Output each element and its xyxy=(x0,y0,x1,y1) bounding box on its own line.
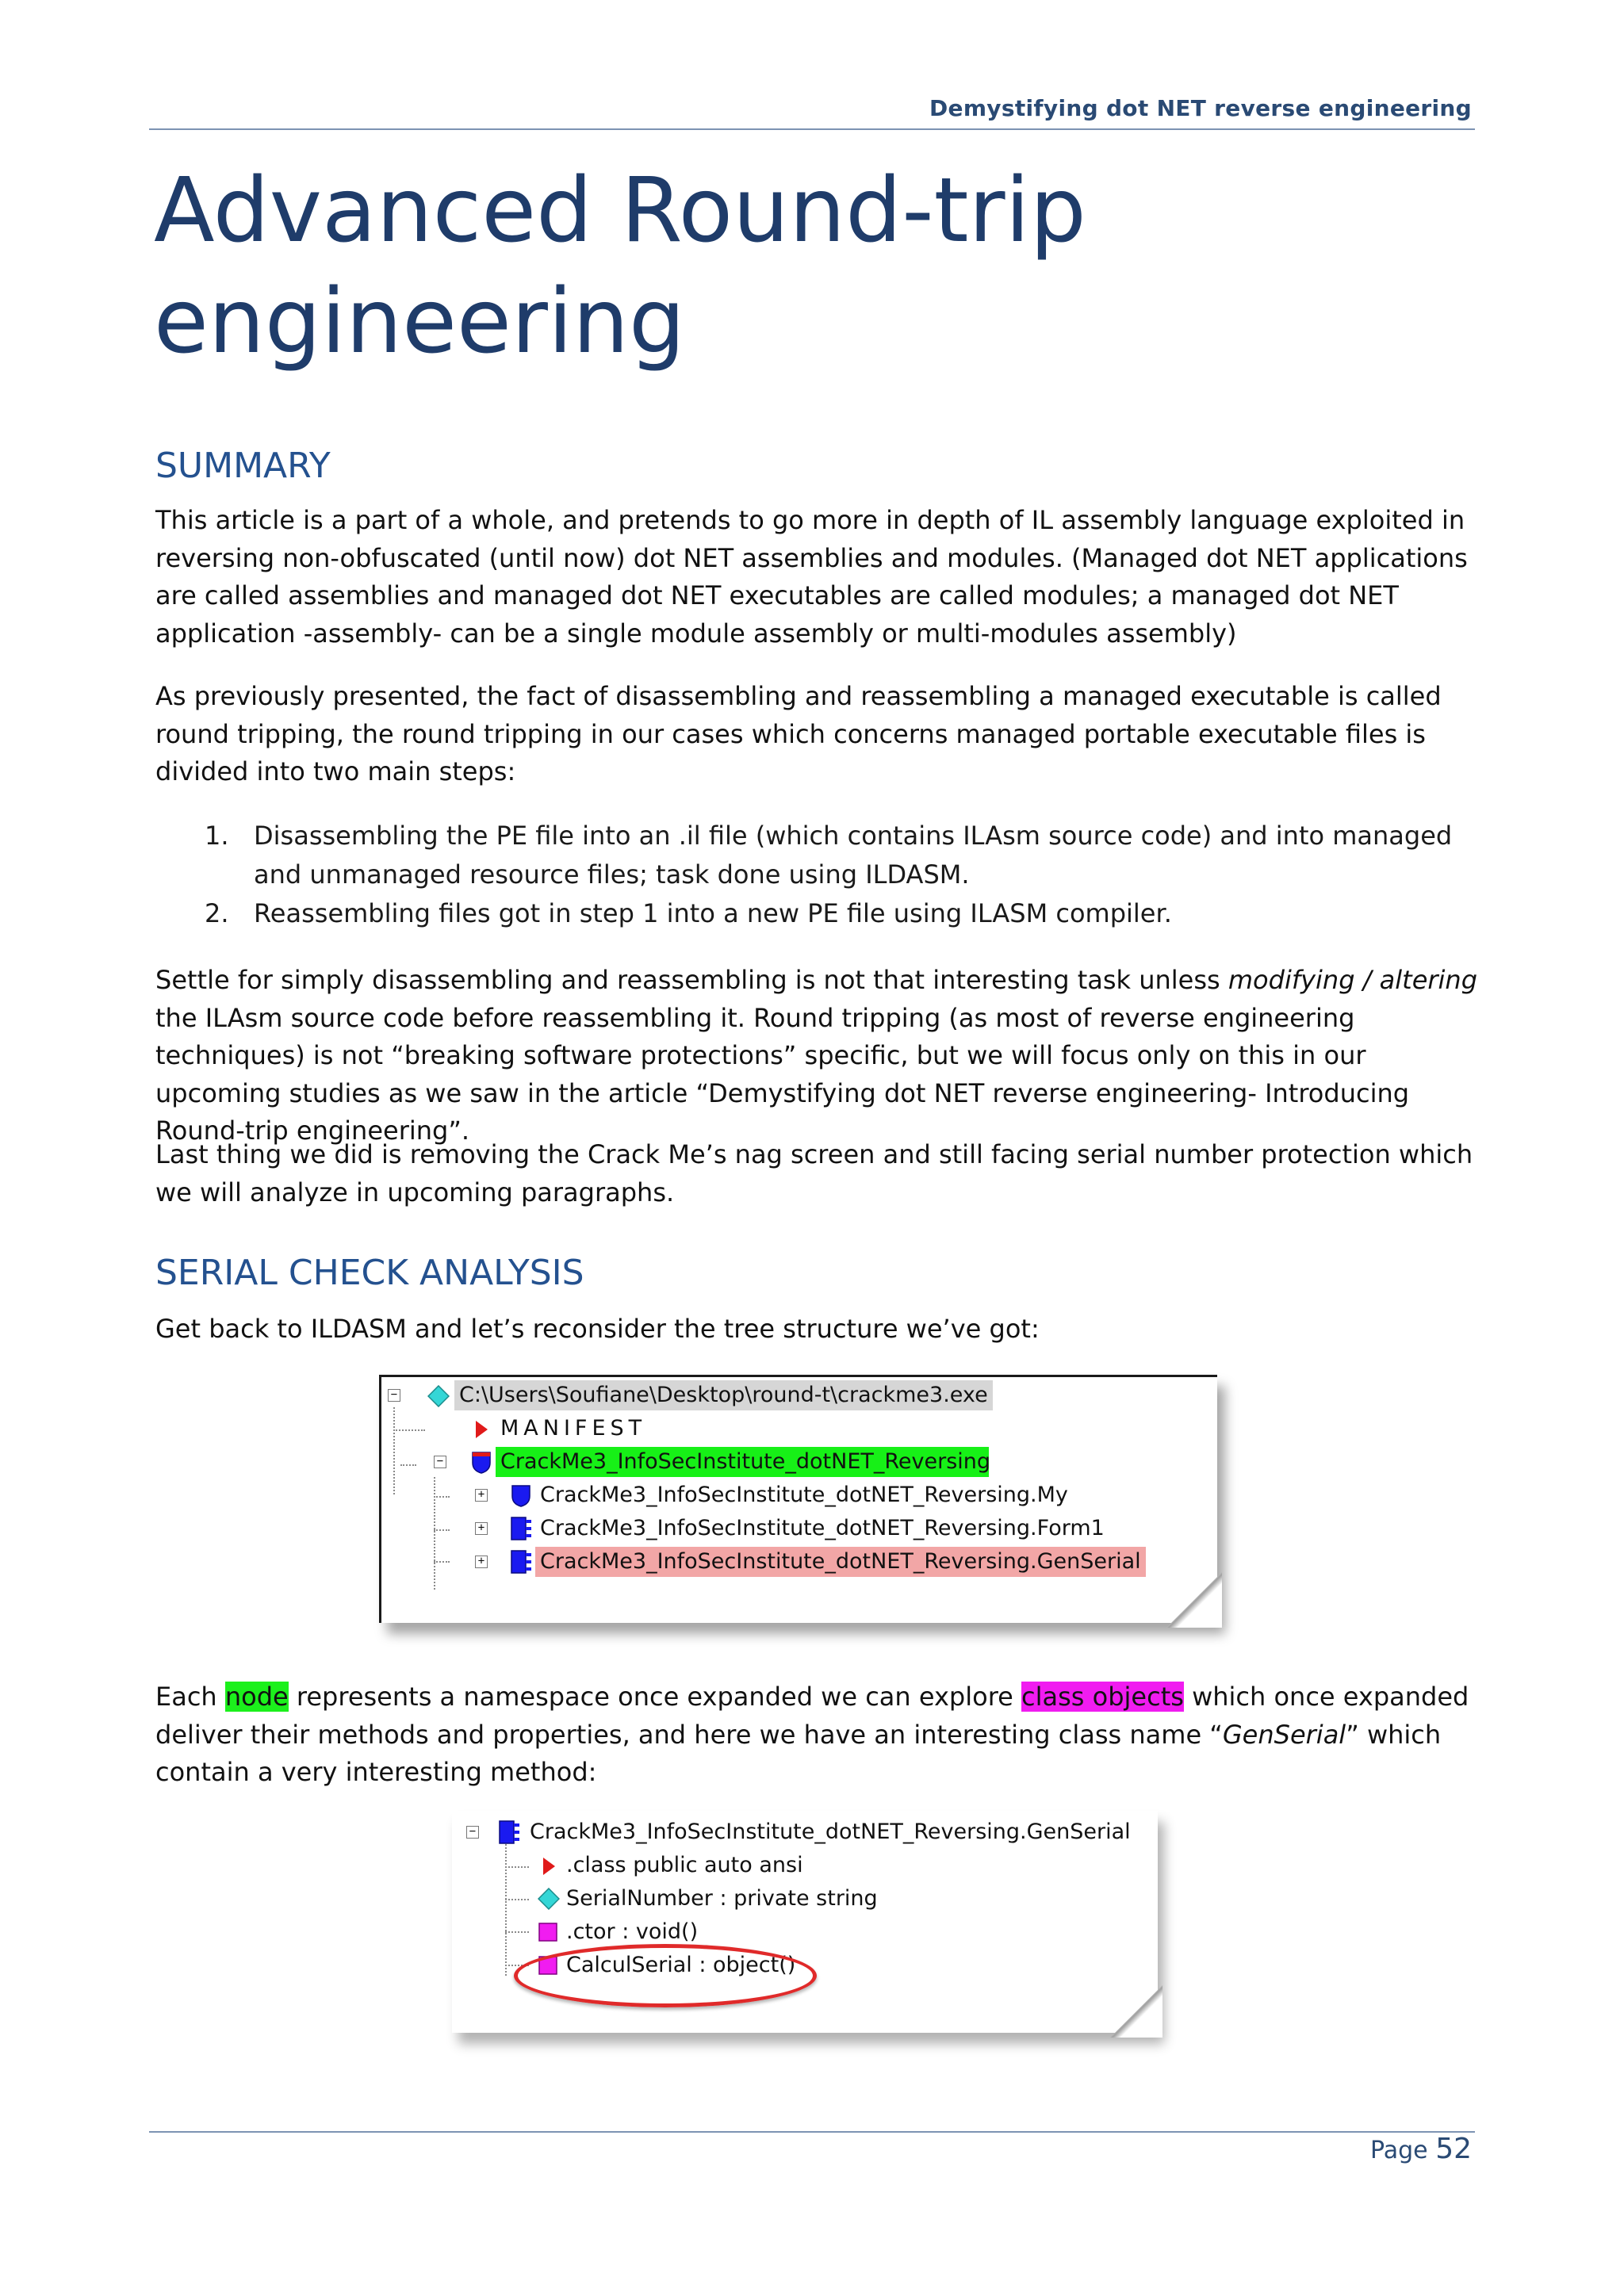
collapse-icon[interactable]: − xyxy=(388,1389,400,1402)
p3-text-a: Settle for simply disassembling and reassembling is not that interesting task unless xyxy=(155,965,1228,995)
field-diamond-icon xyxy=(538,1888,560,1910)
member-label: CalculSerial : object() xyxy=(566,1953,796,1977)
list-item-text: Disassembling the PE file into an .il file (which contains ILAsm source code) and into managed and unmanaged resource files; task done using ILDASM. xyxy=(254,821,1453,890)
serial-check-intro: Get back to ILDASM and let’s reconsider the tree structure we’ve got: xyxy=(155,1314,1040,1344)
class-icon xyxy=(510,1549,534,1575)
footer-rule xyxy=(149,2131,1475,2133)
tree-item-label: CrackMe3_InfoSecInstitute_dotNET_Reversing.Form1 xyxy=(540,1516,1105,1540)
running-header: Demystifying dot NET reverse engineering xyxy=(929,95,1472,121)
expand-icon[interactable]: + xyxy=(475,1522,488,1535)
expand-icon[interactable]: + xyxy=(475,1489,488,1502)
title-line-2: engineering xyxy=(154,270,686,373)
para-text-d: ” which contain a very interesting method: xyxy=(155,1719,1442,1787)
tree-item-label: CrackMe3_InfoSecInstitute_dotNET_Reversing.My xyxy=(540,1483,1068,1507)
method-square-icon xyxy=(538,1922,558,1942)
list-item xyxy=(205,817,1481,894)
highlight-ellipse xyxy=(514,1944,817,2007)
assembly-diamond-icon xyxy=(427,1385,450,1407)
p3-italic: modifying / altering xyxy=(1228,965,1478,995)
serial-check-paragraph xyxy=(155,1678,1481,1792)
summary-paragraph-3 xyxy=(155,962,1481,1150)
tree-path-label: C:\Users\Soufiane\Desktop\round-t\crackme3.exe xyxy=(454,1380,993,1410)
page-number-value: 52 xyxy=(1435,2133,1472,2165)
member-label: .class public auto ansi xyxy=(566,1853,803,1877)
p3-text-b: the ILAsm source code before reassembling it. Round tripping (as most of reverse engineering techniques) is not “breaking software protections” specific, but we will focus only on this in our upcoming studies as we saw in the article “Demystifying dot NET reverse engineering- Introducing Round-trip engineering”. xyxy=(155,1002,1410,1146)
para-text-b: represents a namespace once expanded we can explore xyxy=(288,1682,1022,1712)
summary-paragraph-2: As previously presented, the fact of disassembling and reassembling a managed executable is called round tripping, the round tripping in our cases which concerns managed portable executable files is divided into two main steps: xyxy=(155,681,1442,786)
page-title xyxy=(154,155,1264,377)
namespace-shield-icon xyxy=(470,1450,492,1474)
tree-item-label: CrackMe3_InfoSecInstitute_dotNET_Reversing.GenSerial xyxy=(535,1547,1146,1577)
class-icon xyxy=(510,1516,534,1541)
summary-paragraph-4: Last thing we did is removing the Crack Me’s nag screen and still facing serial number protection which we will analyze in upcoming paragraphs. xyxy=(155,1139,1473,1207)
namespace-shield-icon xyxy=(510,1483,532,1507)
manifest-triangle-icon xyxy=(473,1420,489,1439)
member-label: .ctor : void() xyxy=(566,1919,699,1944)
highlight-class-objects: class objects xyxy=(1021,1682,1184,1712)
ildasm-tree-screenshot xyxy=(379,1375,1217,1623)
page-curl xyxy=(1110,1985,1162,2038)
para-text-c: which once expanded deliver their methods and properties, and here we have an interesting class name “ xyxy=(155,1682,1469,1750)
namespace-label: CrackMe3_InfoSecInstitute_dotNET_Reversing xyxy=(496,1447,989,1477)
list-item-number: 2. xyxy=(205,898,229,928)
para-text-a: Each xyxy=(155,1682,225,1712)
summary-heading: SUMMARY xyxy=(155,446,331,486)
member-label: SerialNumber : private string xyxy=(566,1886,878,1911)
expand-icon[interactable]: + xyxy=(475,1556,488,1568)
list-item-number: 1. xyxy=(205,821,229,851)
highlight-node: node xyxy=(224,1682,289,1712)
serial-check-heading: SERIAL CHECK ANALYSIS xyxy=(155,1253,584,1293)
manifest-label: MANIFEST xyxy=(500,1416,647,1441)
class-info-triangle-icon xyxy=(541,1857,557,1876)
page-curl xyxy=(1166,1572,1222,1628)
collapse-icon[interactable]: − xyxy=(434,1456,446,1468)
class-label: CrackMe3_InfoSecInstitute_dotNET_Reversing.GenSerial xyxy=(530,1820,1131,1844)
page-label: Page xyxy=(1370,2137,1428,2164)
class-icon xyxy=(498,1820,522,1845)
list-item-text: Reassembling files got in step 1 into a new PE file using ILASM compiler. xyxy=(254,898,1172,928)
list-item xyxy=(205,894,1481,933)
page-number xyxy=(1370,2133,1472,2165)
summary-paragraph-1: This article is a part of a whole, and pretends to go more in depth of IL assembly language exploited in reversing non-obfuscated (until now) dot NET assemblies and modules. (Managed dot NET applications are called assemblies and managed dot NET executables are called modules; a managed dot NET application -assembly- can be a single module assembly or multi-modules assembly) xyxy=(155,505,1468,649)
genserial-italic: GenSerial xyxy=(1222,1719,1346,1750)
genserial-tree-screenshot xyxy=(452,1811,1158,2033)
collapse-icon[interactable]: − xyxy=(466,1826,479,1839)
title-line-1: Advanced Round-trip xyxy=(154,159,1086,262)
steps-list xyxy=(205,817,1481,933)
header-rule xyxy=(149,128,1475,130)
